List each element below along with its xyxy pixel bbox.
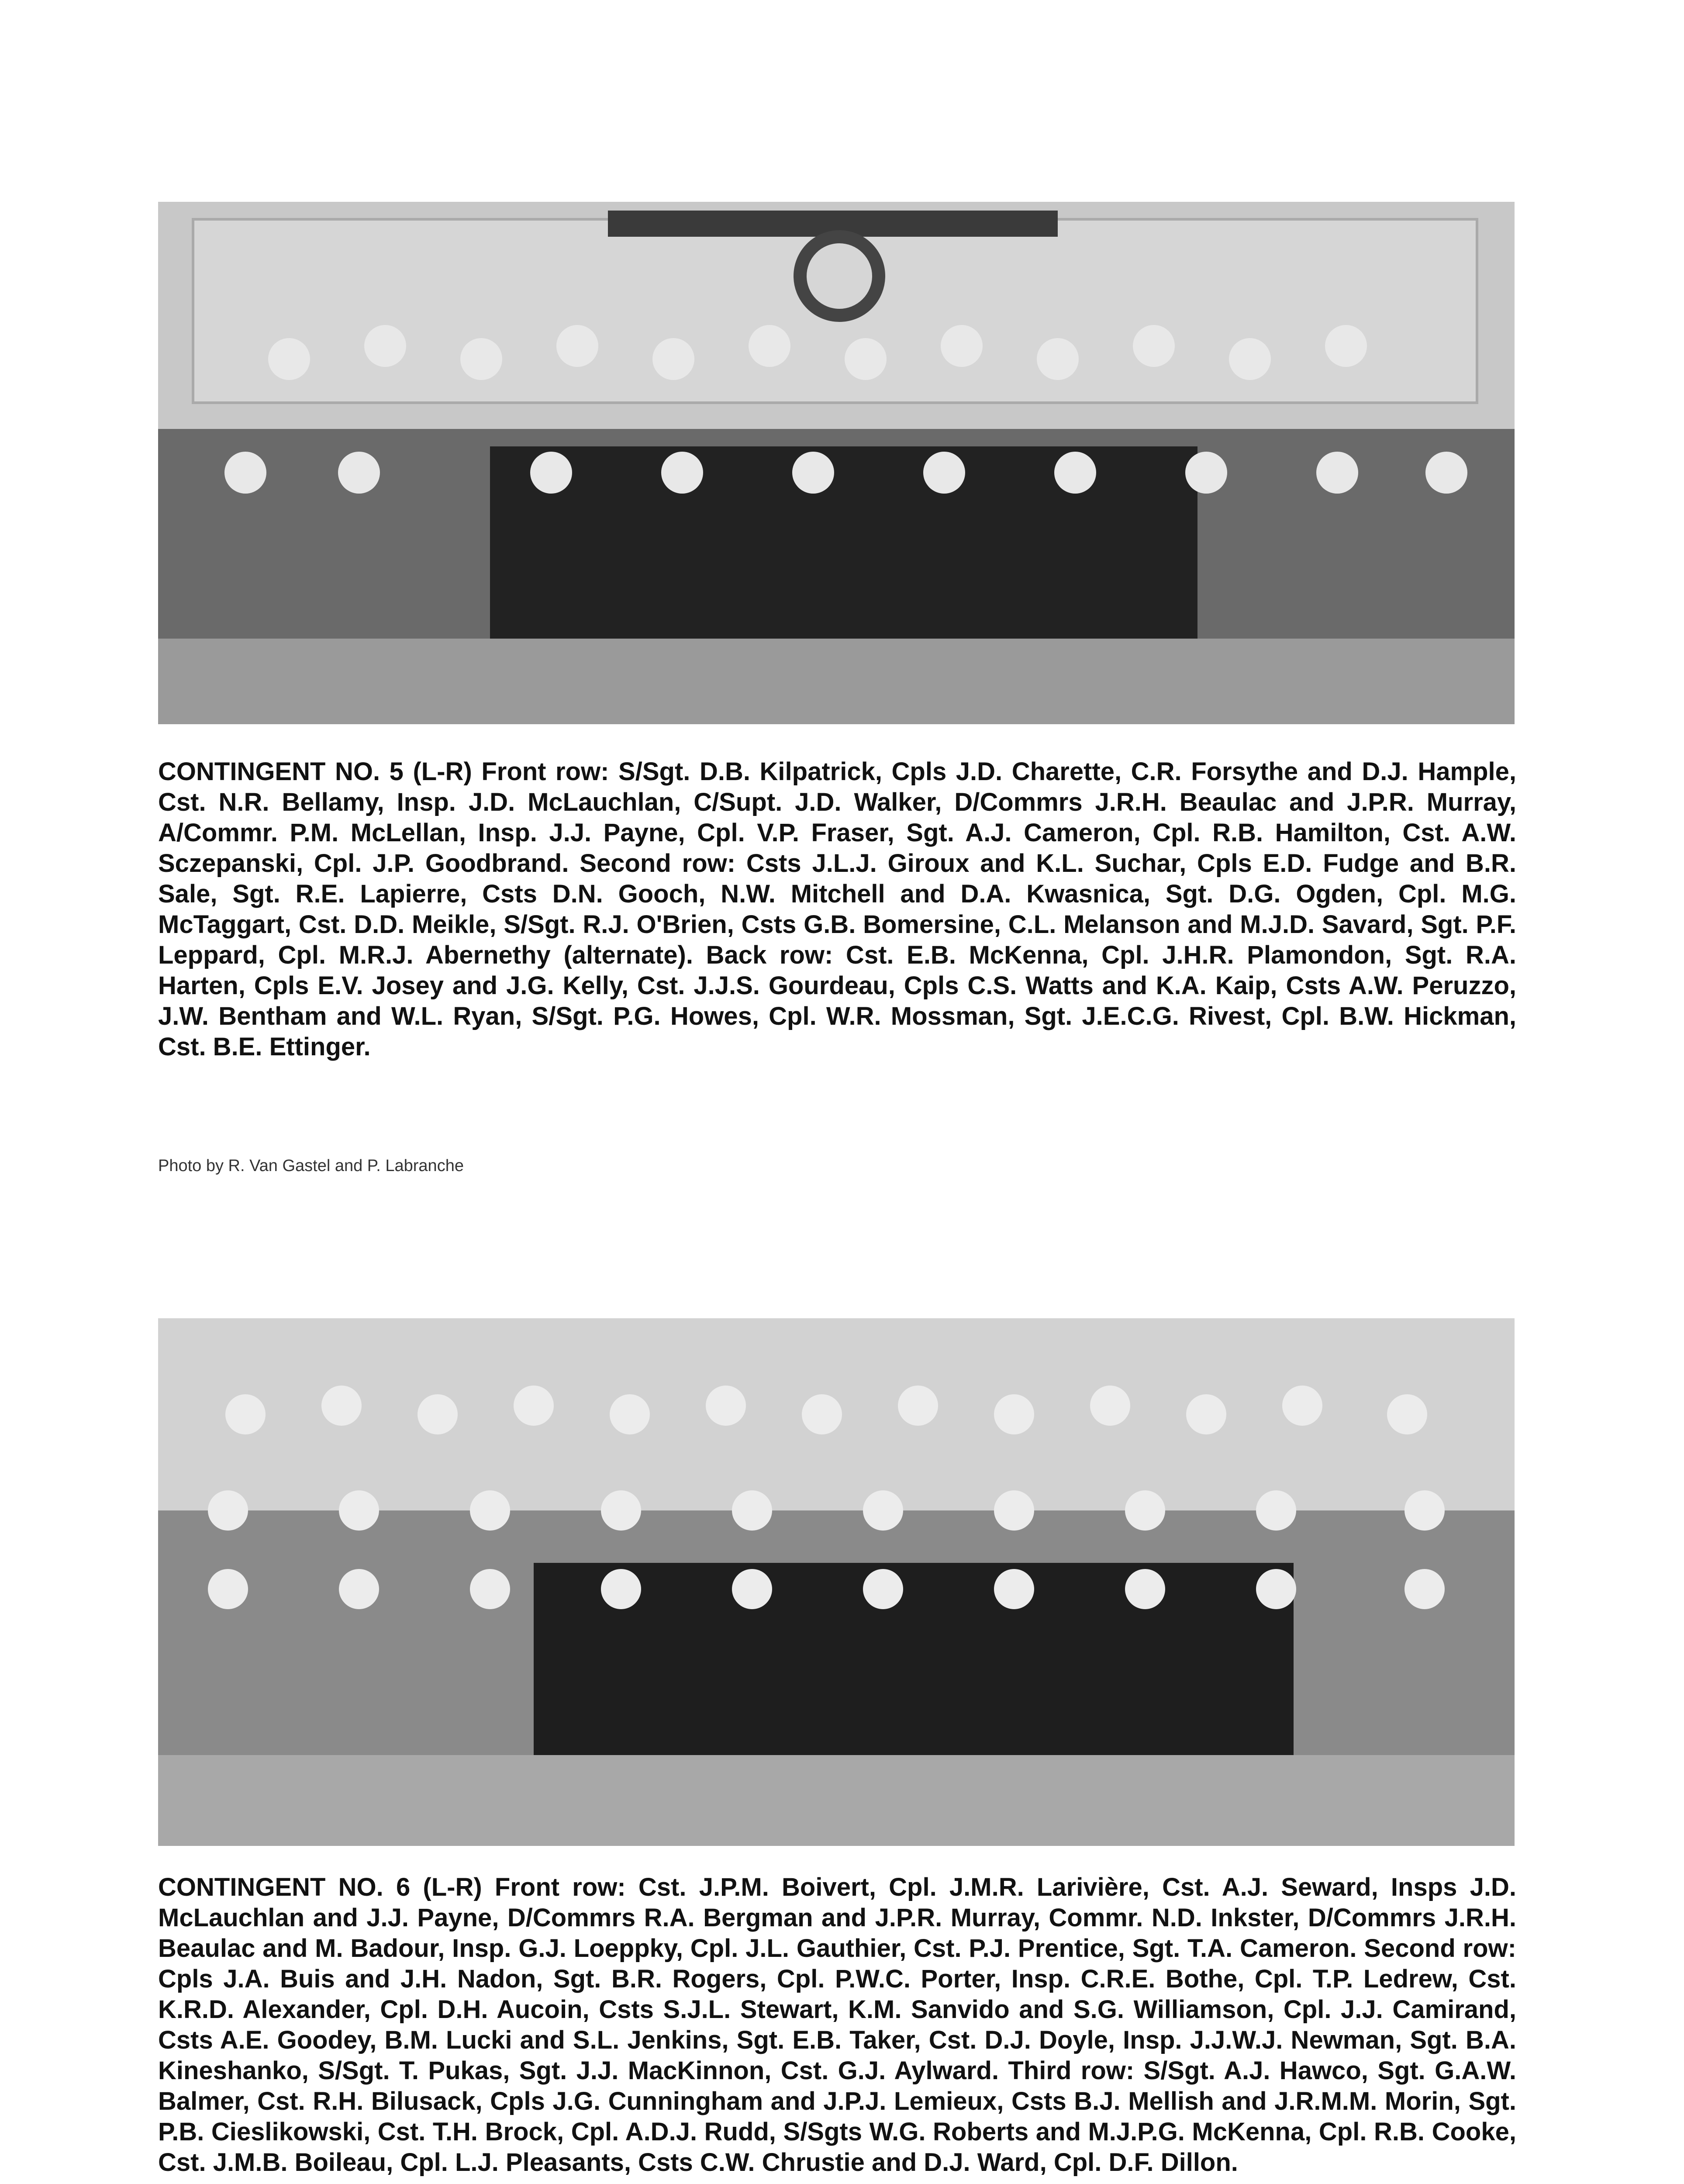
contingent-6-group-photo [158,1318,1515,1846]
contingent-5-photo-credit: Photo by R. Van Gastel and P. Labranche [158,1157,464,1175]
contingent-5-caption: CONTINGENT NO. 5 (L-R) Front row: S/Sgt. D.B. Kilpatrick, Cpls J.D. Charette, C.R. Forsythe and D.J. Hample, Cst. N.R. Bellamy, Insp. J.D. McLauchlan, C/Supt. J.D. Walker, D/Commrs J.R.H. Beaulac and J.P.R. Murray, A/Commr. P.M. McLellan, Insp. J.J. Payne, Cpl. V.P. Fraser, Sgt. A.J. Cameron, Cpl. R.B. Hamilton, Cst. A.W. Sczepanski, Cpl. J.P. Goodbrand. Second row: Csts J.L.J. Giroux and K.L. Suchar, Cpls E.D. Fudge and B.R. Sale, Sgt. R.E. Lapierre, Csts D.N. Gooch, N.W. Mitchell and D.A. Kwasnica, Sgt. D.G. Ogden, Cpl. M.G. McTaggart, Cst. D.D. Meikle, S/Sgt. R.J. O'Brien, Csts G.B. Bomersine, C.L. Melanson and M.J.D. Savard, Sgt. P.F. Leppard, Cpl. M.R.J. Abernethy (alternate). Back row: Cst. E.B. McKenna, Cpl. J.H.R. Plamondon, Sgt. R.A. Harten, Cpls E.V. Josey and J.G. Kelly, Cst. J.J.S. Gourdeau, Cpls C.S. Watts and K.A. Kaip, Csts A.W. Peruzzo, J.W. Bentham and W.L. Ryan, S/Sgt. P.G. Howes, Cpl. W.R. Mossman, Sgt. J.E.C.G. Rivest, Cpl. B.W. Hickman, Cst. B.E. Ettinger. [158,757,1516,1061]
group-photo-placeholder-5 [158,202,1515,724]
group-photo-placeholder-6 [158,1318,1515,1846]
contingent-6-caption: CONTINGENT NO. 6 (L-R) Front row: Cst. J.P.M. Boivert, Cpl. J.M.R. Larivière, Cst. A.J. Seward, Insps J.D. McLauchlan and J.J. Payne, D/Commrs R.A. Bergman and J.P.R. Murray, Commr. N.D. Inkster, D/Commrs J.R.H. Beaulac and M. Badour, Insp. G.J. Loeppky, Cpl. J.L. Gauthier, Cst. P.J. Prentice, Sgt. T.A. Cameron. Second row: Cpls J.A. Buis and J.H. Nadon, Sgt. B.R. Rogers, Cpl. P.W.C. Porter, Insp. C.R.E. Bothe, Cpl. T.P. Ledrew, Cst. K.R.D. Alexander, Cpl. D.H. Aucoin, Csts S.J.L. Stewart, K.M. Sanvido and S.G. Williamson, Cpl. J.J. Camirand, Csts A.E. Goodey, B.M. Lucki and S.L. Jenkins, Sgt. E.B. Taker, Cst. D.J. Doyle, Insp. J.J.W.J. Newman, Sgt. B.A. Kineshanko, S/Sgt. T. Pukas, Sgt. J.J. MacKinnon, Cst. G.J. Aylward. Third row: S/Sgt. A.J. Hawco, Sgt. G.A.W. Balmer, Cst. R.H. Bilusack, Cpls J.G. Cunningham and J.P.J. Lemieux, Csts B.J. Mellish and J.R.M.M. Morin, Sgt. P.B. Cieslikowski, Cst. T.H. Brock, Cpl. A.D.J. Rudd, S/Sgts W.G. Roberts and M.J.P.G. McKenna, Cpl. R.B. Cooke, Cst. J.M.B. Boileau, Cpl. L.J. Pleasants, Csts C.W. Chrustie and D.J. Ward, Cpl. D.F. Dillon. [158,1873,1516,2177]
contingent-5-group-photo [158,202,1515,724]
